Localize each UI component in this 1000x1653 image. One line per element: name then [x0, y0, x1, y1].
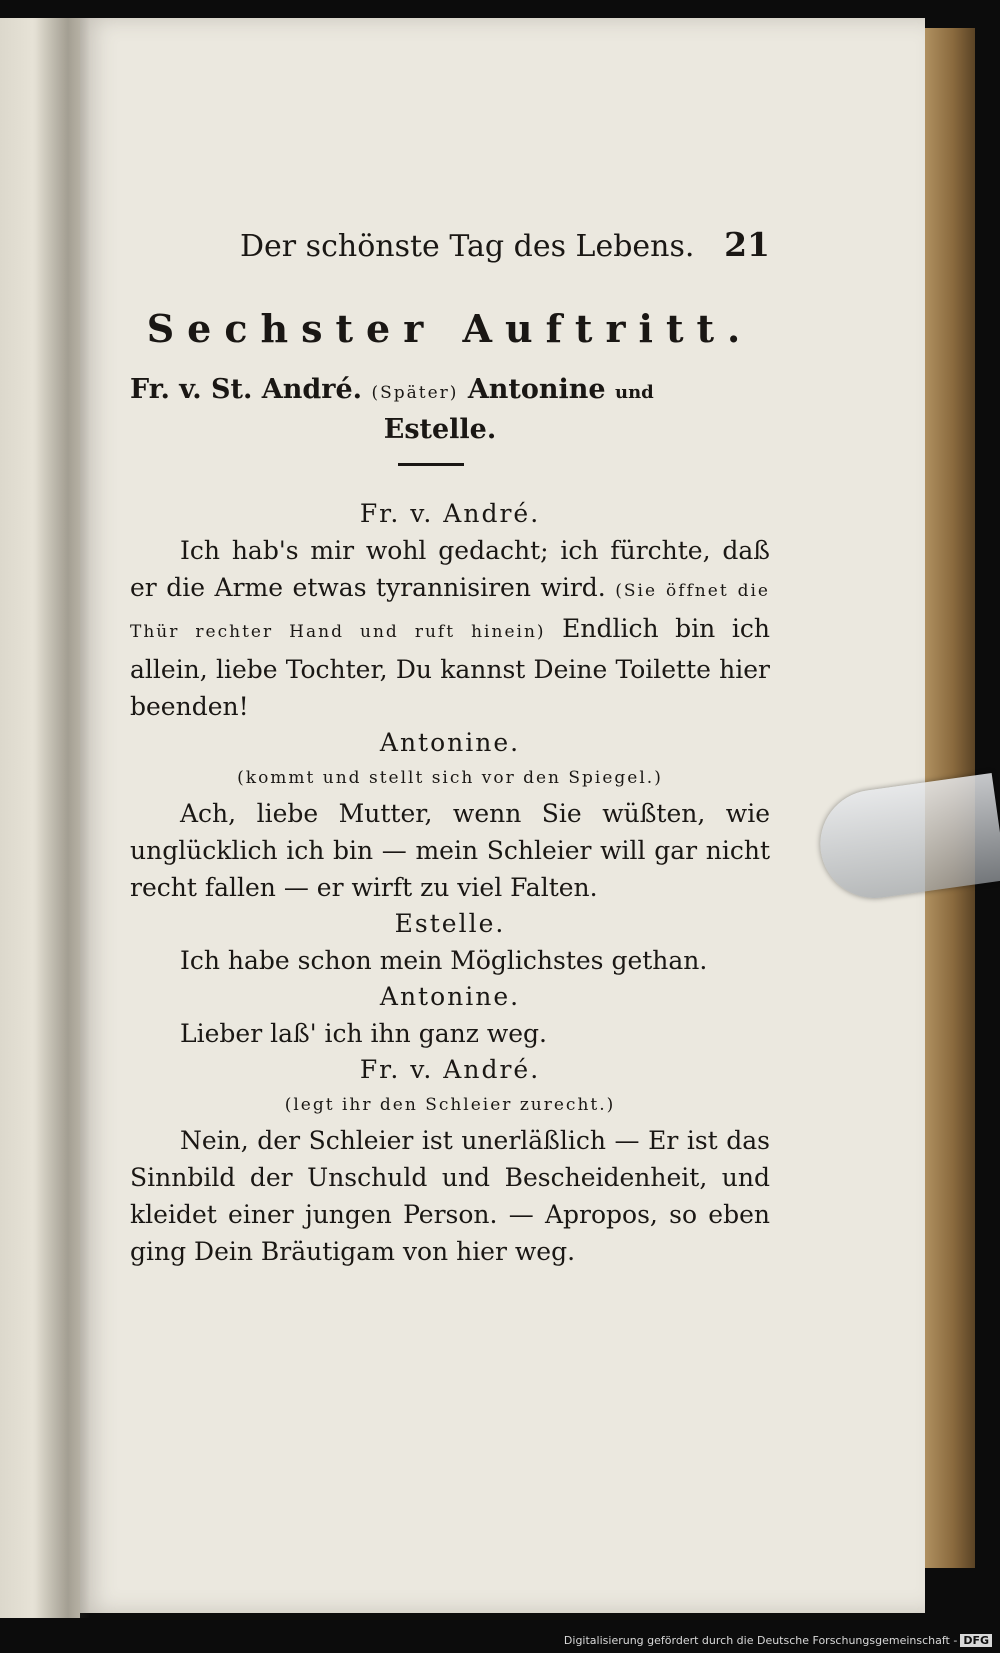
page-text — [130, 225, 770, 1270]
dfg-logo: DFG — [960, 1634, 992, 1647]
cast-conjunction: und — [614, 382, 654, 403]
speaker-name: Fr. v. André. — [359, 499, 541, 528]
cast-name-2: Antonine — [467, 374, 606, 405]
cast-name-1: Fr. v. St. André. — [130, 374, 363, 405]
book-gutter — [35, 18, 90, 1618]
speech-text: Endlich bin ich allein, liebe Tochter, Du kannst Deine Toilette hier beenden! — [130, 614, 770, 721]
section-rule — [398, 463, 464, 466]
stage-direction: (kommt und stellt sich vor den Spiegel.) — [237, 768, 663, 788]
running-head — [130, 225, 770, 264]
stage-direction: (Sie öffnet die Thür rechter Hand und ruft hinein) — [130, 581, 770, 642]
stage-direction: (legt ihr den Schleier zurecht.) — [284, 1095, 616, 1115]
digitization-credit — [564, 1634, 992, 1647]
credit-text: Digitalisierung gefördert durch die Deutsche Forschungsgemeinschaft - — [563, 1634, 958, 1647]
cast-note: (Später) — [371, 383, 459, 403]
speaker-name: Fr. v. André. — [359, 1055, 541, 1084]
speaker-name: Antonine. — [379, 982, 521, 1011]
speech-paragraph: Ich habe schon mein Möglichstes gethan. — [180, 946, 708, 975]
page-number: 21 — [724, 225, 770, 264]
speech-paragraph — [130, 532, 770, 725]
speaker-name: Antonine. — [379, 728, 521, 757]
scene-title: Sechster Auftritt. — [146, 306, 754, 351]
running-head-title: Der schönste Tag des Lebens. — [240, 229, 695, 264]
speaker-name: Estelle. — [394, 909, 506, 938]
cast-list — [130, 369, 770, 414]
cast-name-3: Estelle. — [383, 414, 497, 445]
speech-paragraph: Nein, der Schleier ist unerläßlich — Er ist das Sinnbild der Unschuld und Bescheidenheit, und kleidet einer jungen Person. — Apropos, so eben ging Dein Bräutigam von hier weg. — [130, 1126, 770, 1266]
speech-paragraph: Lieber laß' ich ihn ganz weg. — [180, 1019, 547, 1048]
speech-text: Ich hab's mir wohl gedacht; ich fürchte, daß er die Arme etwas tyrannisiren wird. — [130, 536, 770, 602]
speech-paragraph: Ach, liebe Mutter, wenn Sie wüßten, wie unglücklich ich bin — mein Schleier will gar nicht recht fallen — er wirft zu viel Falten. — [130, 799, 770, 902]
